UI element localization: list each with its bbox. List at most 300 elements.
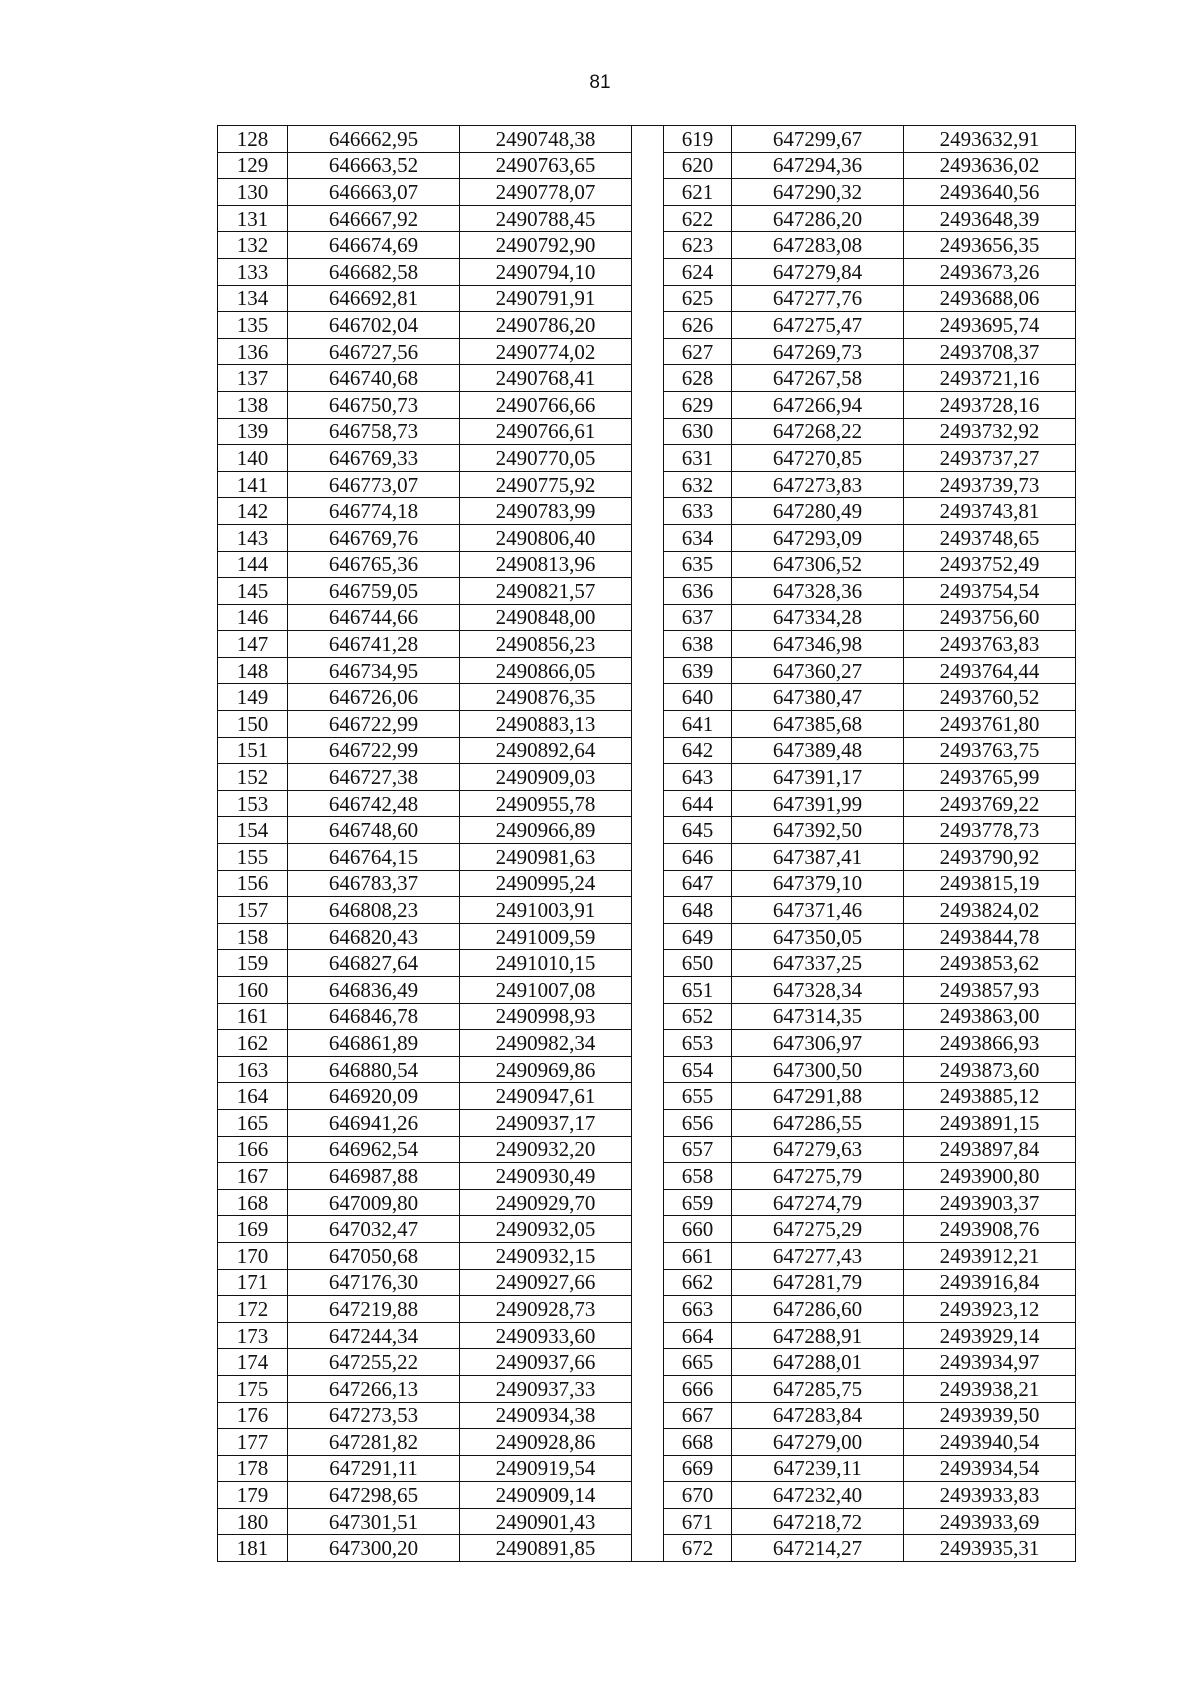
right-x-coordinate-cell: 647286,55 bbox=[732, 1109, 904, 1136]
right-y-coordinate-cell: 2493885,12 bbox=[904, 1083, 1076, 1110]
left-x-coordinate-cell: 646742,48 bbox=[288, 790, 460, 817]
left-y-coordinate-cell: 2490883,13 bbox=[460, 711, 632, 738]
left-y-coordinate-cell: 2490792,90 bbox=[460, 232, 632, 259]
table-row bbox=[218, 578, 1076, 605]
column-separator bbox=[632, 1136, 664, 1163]
right-x-coordinate-cell: 647277,43 bbox=[732, 1242, 904, 1269]
right-y-coordinate-cell: 2493934,54 bbox=[904, 1455, 1076, 1482]
left-x-coordinate-cell: 647266,13 bbox=[288, 1375, 460, 1402]
right-y-coordinate-cell: 2493739,73 bbox=[904, 471, 1076, 498]
left-y-coordinate-cell: 2490768,41 bbox=[460, 365, 632, 392]
right-y-coordinate-cell: 2493737,27 bbox=[904, 445, 1076, 472]
right-y-coordinate-cell: 2493688,06 bbox=[904, 285, 1076, 312]
right-x-coordinate-cell: 647283,08 bbox=[732, 232, 904, 259]
table-row bbox=[218, 604, 1076, 631]
left-x-coordinate-cell: 646667,92 bbox=[288, 205, 460, 232]
table-row bbox=[218, 258, 1076, 285]
right-x-coordinate-cell: 647306,52 bbox=[732, 551, 904, 578]
left-y-coordinate-cell: 2490892,64 bbox=[460, 737, 632, 764]
left-y-coordinate-cell: 2490788,45 bbox=[460, 205, 632, 232]
left-point-number-cell: 153 bbox=[218, 790, 288, 817]
column-separator bbox=[632, 126, 664, 153]
column-separator bbox=[632, 1083, 664, 1110]
table-row bbox=[218, 790, 1076, 817]
right-point-number-cell: 640 bbox=[664, 684, 732, 711]
right-x-coordinate-cell: 647385,68 bbox=[732, 711, 904, 738]
column-separator bbox=[632, 1056, 664, 1083]
right-x-coordinate-cell: 647273,83 bbox=[732, 471, 904, 498]
coordinates-table bbox=[217, 125, 1076, 1562]
left-x-coordinate-cell: 646827,64 bbox=[288, 950, 460, 977]
left-y-coordinate-cell: 2490929,70 bbox=[460, 1189, 632, 1216]
left-y-coordinate-cell: 2490866,05 bbox=[460, 657, 632, 684]
right-point-number-cell: 624 bbox=[664, 258, 732, 285]
right-point-number-cell: 628 bbox=[664, 365, 732, 392]
left-point-number-cell: 145 bbox=[218, 578, 288, 605]
left-y-coordinate-cell: 2490909,14 bbox=[460, 1482, 632, 1509]
left-x-coordinate-cell: 646769,76 bbox=[288, 524, 460, 551]
left-y-coordinate-cell: 2490876,35 bbox=[460, 684, 632, 711]
left-x-coordinate-cell: 646722,99 bbox=[288, 711, 460, 738]
left-y-coordinate-cell: 2490927,66 bbox=[460, 1269, 632, 1296]
right-point-number-cell: 633 bbox=[664, 498, 732, 525]
left-x-coordinate-cell: 647219,88 bbox=[288, 1296, 460, 1323]
column-separator bbox=[632, 870, 664, 897]
column-separator bbox=[632, 657, 664, 684]
right-point-number-cell: 662 bbox=[664, 1269, 732, 1296]
right-x-coordinate-cell: 647270,85 bbox=[732, 445, 904, 472]
left-y-coordinate-cell: 2490932,05 bbox=[460, 1216, 632, 1243]
right-x-coordinate-cell: 647267,58 bbox=[732, 365, 904, 392]
right-point-number-cell: 632 bbox=[664, 471, 732, 498]
column-separator bbox=[632, 604, 664, 631]
left-x-coordinate-cell: 646741,28 bbox=[288, 631, 460, 658]
left-y-coordinate-cell: 2490919,54 bbox=[460, 1455, 632, 1482]
right-y-coordinate-cell: 2493764,44 bbox=[904, 657, 1076, 684]
left-point-number-cell: 138 bbox=[218, 391, 288, 418]
right-x-coordinate-cell: 647387,41 bbox=[732, 844, 904, 871]
column-separator bbox=[632, 923, 664, 950]
column-separator bbox=[632, 524, 664, 551]
table-row bbox=[218, 152, 1076, 179]
right-y-coordinate-cell: 2493761,80 bbox=[904, 711, 1076, 738]
column-separator bbox=[632, 897, 664, 924]
table-row bbox=[218, 126, 1076, 153]
table-row bbox=[218, 1109, 1076, 1136]
right-x-coordinate-cell: 647279,63 bbox=[732, 1136, 904, 1163]
left-point-number-cell: 175 bbox=[218, 1375, 288, 1402]
right-x-coordinate-cell: 647281,79 bbox=[732, 1269, 904, 1296]
table-row bbox=[218, 923, 1076, 950]
right-y-coordinate-cell: 2493656,35 bbox=[904, 232, 1076, 259]
column-separator bbox=[632, 1242, 664, 1269]
right-y-coordinate-cell: 2493695,74 bbox=[904, 312, 1076, 339]
right-x-coordinate-cell: 647266,94 bbox=[732, 391, 904, 418]
left-point-number-cell: 154 bbox=[218, 817, 288, 844]
table-row bbox=[218, 285, 1076, 312]
left-point-number-cell: 144 bbox=[218, 551, 288, 578]
column-separator bbox=[632, 232, 664, 259]
right-x-coordinate-cell: 647389,48 bbox=[732, 737, 904, 764]
left-point-number-cell: 172 bbox=[218, 1296, 288, 1323]
table-row bbox=[218, 1349, 1076, 1376]
left-point-number-cell: 148 bbox=[218, 657, 288, 684]
right-point-number-cell: 672 bbox=[664, 1535, 732, 1562]
right-point-number-cell: 635 bbox=[664, 551, 732, 578]
left-y-coordinate-cell: 2490937,17 bbox=[460, 1109, 632, 1136]
left-y-coordinate-cell: 2490821,57 bbox=[460, 578, 632, 605]
right-y-coordinate-cell: 2493815,19 bbox=[904, 870, 1076, 897]
left-x-coordinate-cell: 646987,88 bbox=[288, 1163, 460, 1190]
left-point-number-cell: 151 bbox=[218, 737, 288, 764]
left-y-coordinate-cell: 2490930,49 bbox=[460, 1163, 632, 1190]
right-y-coordinate-cell: 2493743,81 bbox=[904, 498, 1076, 525]
right-x-coordinate-cell: 647279,84 bbox=[732, 258, 904, 285]
left-point-number-cell: 128 bbox=[218, 126, 288, 153]
left-x-coordinate-cell: 646846,78 bbox=[288, 1003, 460, 1030]
left-x-coordinate-cell: 647281,82 bbox=[288, 1429, 460, 1456]
left-y-coordinate-cell: 2490966,89 bbox=[460, 817, 632, 844]
left-x-coordinate-cell: 646740,68 bbox=[288, 365, 460, 392]
left-point-number-cell: 169 bbox=[218, 1216, 288, 1243]
column-separator bbox=[632, 1508, 664, 1535]
left-point-number-cell: 152 bbox=[218, 764, 288, 791]
column-separator bbox=[632, 764, 664, 791]
table-row bbox=[218, 1429, 1076, 1456]
left-y-coordinate-cell: 2490794,10 bbox=[460, 258, 632, 285]
left-point-number-cell: 177 bbox=[218, 1429, 288, 1456]
right-x-coordinate-cell: 647275,79 bbox=[732, 1163, 904, 1190]
left-y-coordinate-cell: 2490932,15 bbox=[460, 1242, 632, 1269]
column-separator bbox=[632, 1402, 664, 1429]
column-separator bbox=[632, 844, 664, 871]
left-x-coordinate-cell: 647300,20 bbox=[288, 1535, 460, 1562]
right-point-number-cell: 623 bbox=[664, 232, 732, 259]
left-x-coordinate-cell: 646727,56 bbox=[288, 338, 460, 365]
column-separator bbox=[632, 1482, 664, 1509]
right-y-coordinate-cell: 2493632,91 bbox=[904, 126, 1076, 153]
left-x-coordinate-cell: 646820,43 bbox=[288, 923, 460, 950]
left-y-coordinate-cell: 2490981,63 bbox=[460, 844, 632, 871]
right-point-number-cell: 653 bbox=[664, 1030, 732, 1057]
left-y-coordinate-cell: 2490901,43 bbox=[460, 1508, 632, 1535]
table-row bbox=[218, 631, 1076, 658]
left-x-coordinate-cell: 646726,06 bbox=[288, 684, 460, 711]
left-point-number-cell: 149 bbox=[218, 684, 288, 711]
right-y-coordinate-cell: 2493903,37 bbox=[904, 1189, 1076, 1216]
right-point-number-cell: 666 bbox=[664, 1375, 732, 1402]
left-y-coordinate-cell: 2490791,91 bbox=[460, 285, 632, 312]
left-x-coordinate-cell: 646663,07 bbox=[288, 179, 460, 206]
left-point-number-cell: 133 bbox=[218, 258, 288, 285]
right-x-coordinate-cell: 647279,00 bbox=[732, 1429, 904, 1456]
table-row bbox=[218, 1508, 1076, 1535]
right-x-coordinate-cell: 647328,36 bbox=[732, 578, 904, 605]
table-row bbox=[218, 817, 1076, 844]
right-x-coordinate-cell: 647269,73 bbox=[732, 338, 904, 365]
left-y-coordinate-cell: 2490969,86 bbox=[460, 1056, 632, 1083]
right-y-coordinate-cell: 2493939,50 bbox=[904, 1402, 1076, 1429]
column-separator bbox=[632, 551, 664, 578]
right-point-number-cell: 664 bbox=[664, 1322, 732, 1349]
right-point-number-cell: 637 bbox=[664, 604, 732, 631]
table-row bbox=[218, 205, 1076, 232]
right-y-coordinate-cell: 2493778,73 bbox=[904, 817, 1076, 844]
column-separator bbox=[632, 1535, 664, 1562]
table-row bbox=[218, 844, 1076, 871]
left-y-coordinate-cell: 2490947,61 bbox=[460, 1083, 632, 1110]
left-point-number-cell: 178 bbox=[218, 1455, 288, 1482]
column-separator bbox=[632, 631, 664, 658]
table-row bbox=[218, 977, 1076, 1004]
right-y-coordinate-cell: 2493648,39 bbox=[904, 205, 1076, 232]
table-row bbox=[218, 950, 1076, 977]
table-row bbox=[218, 1535, 1076, 1562]
right-y-coordinate-cell: 2493824,02 bbox=[904, 897, 1076, 924]
left-y-coordinate-cell: 2491007,08 bbox=[460, 977, 632, 1004]
column-separator bbox=[632, 977, 664, 1004]
right-point-number-cell: 651 bbox=[664, 977, 732, 1004]
left-point-number-cell: 180 bbox=[218, 1508, 288, 1535]
left-x-coordinate-cell: 646836,49 bbox=[288, 977, 460, 1004]
column-separator bbox=[632, 1189, 664, 1216]
right-x-coordinate-cell: 647274,79 bbox=[732, 1189, 904, 1216]
left-y-coordinate-cell: 2490766,66 bbox=[460, 391, 632, 418]
right-y-coordinate-cell: 2493897,84 bbox=[904, 1136, 1076, 1163]
table-row bbox=[218, 338, 1076, 365]
column-separator bbox=[632, 711, 664, 738]
table-row bbox=[218, 1136, 1076, 1163]
table-row bbox=[218, 524, 1076, 551]
right-y-coordinate-cell: 2493752,49 bbox=[904, 551, 1076, 578]
left-point-number-cell: 134 bbox=[218, 285, 288, 312]
right-x-coordinate-cell: 647337,25 bbox=[732, 950, 904, 977]
column-separator bbox=[632, 418, 664, 445]
table-row bbox=[218, 1482, 1076, 1509]
left-x-coordinate-cell: 647032,47 bbox=[288, 1216, 460, 1243]
left-point-number-cell: 181 bbox=[218, 1535, 288, 1562]
right-y-coordinate-cell: 2493916,84 bbox=[904, 1269, 1076, 1296]
right-point-number-cell: 625 bbox=[664, 285, 732, 312]
right-point-number-cell: 638 bbox=[664, 631, 732, 658]
right-point-number-cell: 656 bbox=[664, 1109, 732, 1136]
left-y-coordinate-cell: 2490806,40 bbox=[460, 524, 632, 551]
left-y-coordinate-cell: 2491009,59 bbox=[460, 923, 632, 950]
right-point-number-cell: 630 bbox=[664, 418, 732, 445]
right-x-coordinate-cell: 647380,47 bbox=[732, 684, 904, 711]
left-point-number-cell: 150 bbox=[218, 711, 288, 738]
left-x-coordinate-cell: 646692,81 bbox=[288, 285, 460, 312]
right-point-number-cell: 643 bbox=[664, 764, 732, 791]
table-row bbox=[218, 391, 1076, 418]
left-y-coordinate-cell: 2490891,85 bbox=[460, 1535, 632, 1562]
right-y-coordinate-cell: 2493857,93 bbox=[904, 977, 1076, 1004]
right-y-coordinate-cell: 2493873,60 bbox=[904, 1056, 1076, 1083]
column-separator bbox=[632, 1429, 664, 1456]
left-y-coordinate-cell: 2490775,92 bbox=[460, 471, 632, 498]
left-x-coordinate-cell: 647298,65 bbox=[288, 1482, 460, 1509]
right-y-coordinate-cell: 2493844,78 bbox=[904, 923, 1076, 950]
right-x-coordinate-cell: 647300,50 bbox=[732, 1056, 904, 1083]
right-point-number-cell: 639 bbox=[664, 657, 732, 684]
column-separator bbox=[632, 285, 664, 312]
right-x-coordinate-cell: 647291,88 bbox=[732, 1083, 904, 1110]
page-number: 81 bbox=[589, 72, 611, 93]
right-y-coordinate-cell: 2493933,69 bbox=[904, 1508, 1076, 1535]
column-separator bbox=[632, 684, 664, 711]
left-x-coordinate-cell: 646941,26 bbox=[288, 1109, 460, 1136]
right-y-coordinate-cell: 2493923,12 bbox=[904, 1296, 1076, 1323]
right-x-coordinate-cell: 647306,97 bbox=[732, 1030, 904, 1057]
right-point-number-cell: 626 bbox=[664, 312, 732, 339]
left-y-coordinate-cell: 2490856,23 bbox=[460, 631, 632, 658]
left-y-coordinate-cell: 2490813,96 bbox=[460, 551, 632, 578]
column-separator bbox=[632, 1455, 664, 1482]
right-y-coordinate-cell: 2493763,75 bbox=[904, 737, 1076, 764]
right-x-coordinate-cell: 647294,36 bbox=[732, 152, 904, 179]
right-y-coordinate-cell: 2493760,52 bbox=[904, 684, 1076, 711]
right-x-coordinate-cell: 647334,28 bbox=[732, 604, 904, 631]
right-point-number-cell: 636 bbox=[664, 578, 732, 605]
column-separator bbox=[632, 1216, 664, 1243]
table-row bbox=[218, 1402, 1076, 1429]
right-y-coordinate-cell: 2493891,15 bbox=[904, 1109, 1076, 1136]
left-point-number-cell: 163 bbox=[218, 1056, 288, 1083]
right-x-coordinate-cell: 647391,17 bbox=[732, 764, 904, 791]
right-x-coordinate-cell: 647232,40 bbox=[732, 1482, 904, 1509]
left-point-number-cell: 170 bbox=[218, 1242, 288, 1269]
right-y-coordinate-cell: 2493933,83 bbox=[904, 1482, 1076, 1509]
right-point-number-cell: 649 bbox=[664, 923, 732, 950]
table-row bbox=[218, 737, 1076, 764]
left-point-number-cell: 176 bbox=[218, 1402, 288, 1429]
table-row bbox=[218, 657, 1076, 684]
right-point-number-cell: 655 bbox=[664, 1083, 732, 1110]
table-row bbox=[218, 498, 1076, 525]
left-y-coordinate-cell: 2490766,61 bbox=[460, 418, 632, 445]
table-row bbox=[218, 1375, 1076, 1402]
right-x-coordinate-cell: 647286,60 bbox=[732, 1296, 904, 1323]
left-point-number-cell: 159 bbox=[218, 950, 288, 977]
right-y-coordinate-cell: 2493769,22 bbox=[904, 790, 1076, 817]
right-y-coordinate-cell: 2493721,16 bbox=[904, 365, 1076, 392]
left-x-coordinate-cell: 646748,60 bbox=[288, 817, 460, 844]
left-y-coordinate-cell: 2490928,73 bbox=[460, 1296, 632, 1323]
right-x-coordinate-cell: 647290,32 bbox=[732, 179, 904, 206]
table-row bbox=[218, 1163, 1076, 1190]
right-point-number-cell: 671 bbox=[664, 1508, 732, 1535]
left-y-coordinate-cell: 2490933,60 bbox=[460, 1322, 632, 1349]
right-x-coordinate-cell: 647293,09 bbox=[732, 524, 904, 551]
left-x-coordinate-cell: 647301,51 bbox=[288, 1508, 460, 1535]
left-x-coordinate-cell: 646764,15 bbox=[288, 844, 460, 871]
left-point-number-cell: 135 bbox=[218, 312, 288, 339]
right-point-number-cell: 642 bbox=[664, 737, 732, 764]
right-point-number-cell: 631 bbox=[664, 445, 732, 472]
right-point-number-cell: 621 bbox=[664, 179, 732, 206]
right-y-coordinate-cell: 2493790,92 bbox=[904, 844, 1076, 871]
right-point-number-cell: 648 bbox=[664, 897, 732, 924]
right-point-number-cell: 620 bbox=[664, 152, 732, 179]
left-x-coordinate-cell: 647273,53 bbox=[288, 1402, 460, 1429]
table-row bbox=[218, 1189, 1076, 1216]
right-y-coordinate-cell: 2493935,31 bbox=[904, 1535, 1076, 1562]
table-row bbox=[218, 418, 1076, 445]
left-point-number-cell: 173 bbox=[218, 1322, 288, 1349]
left-x-coordinate-cell: 647050,68 bbox=[288, 1242, 460, 1269]
left-x-coordinate-cell: 646773,07 bbox=[288, 471, 460, 498]
right-y-coordinate-cell: 2493636,02 bbox=[904, 152, 1076, 179]
left-y-coordinate-cell: 2490909,03 bbox=[460, 764, 632, 791]
right-y-coordinate-cell: 2493748,65 bbox=[904, 524, 1076, 551]
left-y-coordinate-cell: 2490928,86 bbox=[460, 1429, 632, 1456]
right-x-coordinate-cell: 647275,29 bbox=[732, 1216, 904, 1243]
right-point-number-cell: 650 bbox=[664, 950, 732, 977]
right-y-coordinate-cell: 2493940,54 bbox=[904, 1429, 1076, 1456]
right-y-coordinate-cell: 2493866,93 bbox=[904, 1030, 1076, 1057]
right-point-number-cell: 652 bbox=[664, 1003, 732, 1030]
left-point-number-cell: 158 bbox=[218, 923, 288, 950]
right-point-number-cell: 644 bbox=[664, 790, 732, 817]
right-x-coordinate-cell: 647379,10 bbox=[732, 870, 904, 897]
left-x-coordinate-cell: 646702,04 bbox=[288, 312, 460, 339]
column-separator bbox=[632, 391, 664, 418]
left-x-coordinate-cell: 646674,69 bbox=[288, 232, 460, 259]
table-row bbox=[218, 711, 1076, 738]
left-point-number-cell: 167 bbox=[218, 1163, 288, 1190]
column-separator bbox=[632, 445, 664, 472]
table-row bbox=[218, 1455, 1076, 1482]
column-separator bbox=[632, 1030, 664, 1057]
right-x-coordinate-cell: 647275,47 bbox=[732, 312, 904, 339]
left-point-number-cell: 142 bbox=[218, 498, 288, 525]
left-x-coordinate-cell: 646727,38 bbox=[288, 764, 460, 791]
table-row bbox=[218, 445, 1076, 472]
column-separator bbox=[632, 205, 664, 232]
left-point-number-cell: 139 bbox=[218, 418, 288, 445]
right-point-number-cell: 634 bbox=[664, 524, 732, 551]
left-x-coordinate-cell: 646962,54 bbox=[288, 1136, 460, 1163]
left-x-coordinate-cell: 646920,09 bbox=[288, 1083, 460, 1110]
table-row bbox=[218, 1216, 1076, 1243]
right-point-number-cell: 668 bbox=[664, 1429, 732, 1456]
column-separator bbox=[632, 1322, 664, 1349]
table-row bbox=[218, 1322, 1076, 1349]
right-x-coordinate-cell: 647371,46 bbox=[732, 897, 904, 924]
right-y-coordinate-cell: 2493708,37 bbox=[904, 338, 1076, 365]
right-x-coordinate-cell: 647214,27 bbox=[732, 1535, 904, 1562]
table-row bbox=[218, 232, 1076, 259]
right-x-coordinate-cell: 647286,20 bbox=[732, 205, 904, 232]
table-row bbox=[218, 365, 1076, 392]
coordinates-table-body bbox=[218, 126, 1076, 1562]
left-point-number-cell: 168 bbox=[218, 1189, 288, 1216]
column-separator bbox=[632, 1269, 664, 1296]
right-point-number-cell: 657 bbox=[664, 1136, 732, 1163]
left-point-number-cell: 132 bbox=[218, 232, 288, 259]
column-separator bbox=[632, 1296, 664, 1323]
left-point-number-cell: 165 bbox=[218, 1109, 288, 1136]
right-x-coordinate-cell: 647277,76 bbox=[732, 285, 904, 312]
left-point-number-cell: 131 bbox=[218, 205, 288, 232]
table-row bbox=[218, 1296, 1076, 1323]
right-point-number-cell: 654 bbox=[664, 1056, 732, 1083]
left-x-coordinate-cell: 646662,95 bbox=[288, 126, 460, 153]
right-point-number-cell: 622 bbox=[664, 205, 732, 232]
left-point-number-cell: 137 bbox=[218, 365, 288, 392]
column-separator bbox=[632, 1349, 664, 1376]
left-x-coordinate-cell: 647291,11 bbox=[288, 1455, 460, 1482]
